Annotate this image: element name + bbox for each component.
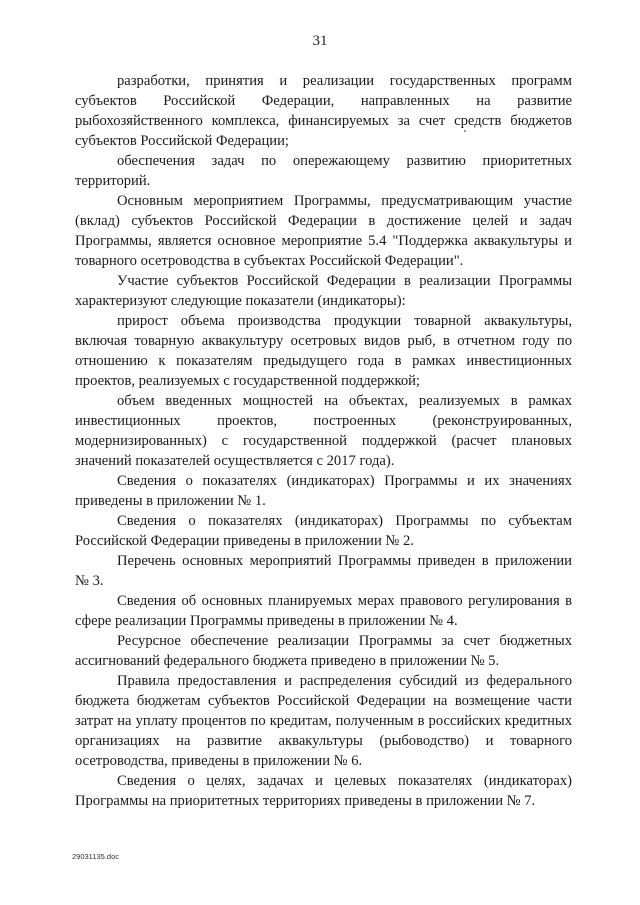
paragraph: разработки, принятия и реализации государственных программ субъектов Российской Федерации, направленных на развитие рыбохозяйственного комплекса, финансируемых за счет средств бюджетов субъектов Российской Федерации; (75, 73, 572, 149)
paragraph: обеспечения задач по опережающему развитию приоритетных территорий. (75, 153, 572, 189)
page-number: 31 (312, 33, 328, 49)
paragraph: Перечень основных мероприятий Программы приведен в приложении № 3. (75, 553, 572, 589)
paragraph: Основным мероприятием Программы, предусматривающим участие (вклад) субъектов Российской Федерации в достижение целей и задач Программы, является основное мероприятие 5.4 "Поддержка аквакультуры и товарного осетроводства в субъектах Российской Федерации". (75, 193, 572, 269)
document-body (75, 71, 572, 811)
paragraph: Участие субъектов Российской Федерации в реализации Программы характеризуют следующие показатели (индикаторы): (75, 273, 572, 309)
paragraph: Ресурсное обеспечение реализации Программы за счет бюджетных ассигнований федерального бюджета приведено в приложении № 5. (75, 633, 572, 669)
paragraph: прирост объема производства продукции товарной аквакультуры, включая товарную аквакультуру осетровых видов рыб, в отчетном году по отношению к показателям предыдущего года в рамках инвестиционных проектов, реализуемых с государственной поддержкой; (75, 313, 572, 389)
paragraph: Сведения о показателях (индикаторах) Программы по субъектам Российской Федерации приведены в приложении № 2. (75, 513, 572, 549)
paragraph: Сведения о показателях (индикаторах) Программы и их значениях приведены в приложении № 1. (75, 473, 572, 509)
file-name-footer: 29031135.doc (72, 852, 119, 861)
paragraph: Сведения о целях, задачах и целевых показателях (индикаторах) Программы на приоритетных территориях приведены в приложении № 7. (75, 773, 572, 809)
paragraph: Правила предоставления и распределения субсидий из федерального бюджета бюджетам субъектов Российской Федерации на возмещение части затрат на уплату процентов по кредитам, полученным в российских кредитных организациях на развитие аквакультуры (рыбоводство) и товарного осетроводства, приведены в приложении № 6. (75, 673, 572, 769)
paragraph: Сведения об основных планируемых мерах правового регулирования в сфере реализации Программы приведены в приложении № 4. (75, 593, 572, 629)
paragraph: объем введенных мощностей на объектах, реализуемых в рамках инвестиционных проектов, построенных (реконструированных, модернизированных) с государственной поддержкой (расчет плановых значений показателей осуществляется с 2017 года). (75, 393, 572, 469)
